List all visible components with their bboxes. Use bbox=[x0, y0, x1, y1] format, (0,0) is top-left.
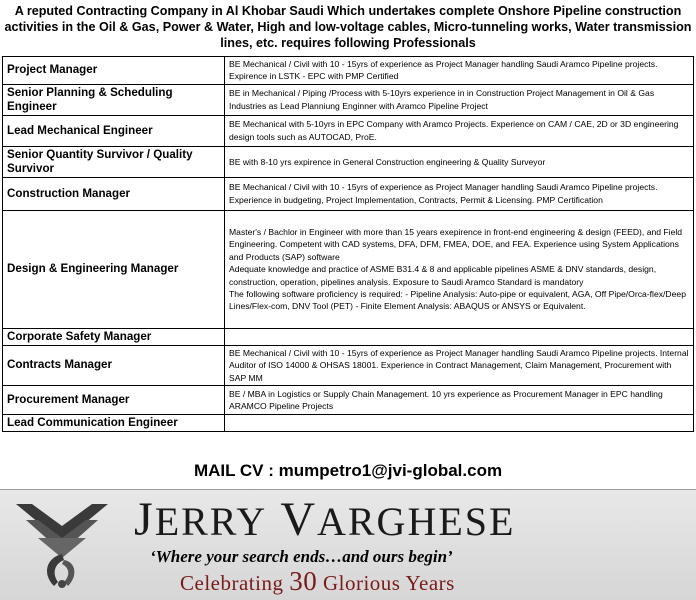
job-row bbox=[3, 57, 694, 85]
job-description bbox=[225, 415, 694, 432]
jerry-varghese-logo-icon bbox=[12, 498, 112, 590]
job-row bbox=[3, 345, 694, 385]
job-description bbox=[225, 84, 694, 115]
job-description bbox=[225, 146, 694, 177]
brand-name bbox=[134, 493, 692, 549]
job-title: Senior Quantity Survivor / Quality Survivor bbox=[3, 146, 225, 177]
job-title: Lead Mechanical Engineer bbox=[3, 115, 225, 146]
job-title: Lead Communication Engineer bbox=[3, 415, 225, 432]
brand-first-name: JERRY bbox=[134, 493, 268, 546]
mail-cv-line: MAIL CV : mumpetro1@jvi-global.com bbox=[193, 461, 503, 480]
headline: A reputed Contracting Company in Al Khobar Saudi Which undertakes complete Onshore Pipeline construction activities in the Oil & Gas, Power & Water, High and low-voltage cables, Micro-tunneling works, Water transmission lines, etc. requires following Professionals bbox=[4, 4, 692, 50]
job-description bbox=[225, 345, 694, 385]
job-row bbox=[3, 146, 694, 177]
job-title: Corporate Safety Manager bbox=[3, 328, 225, 345]
job-description bbox=[225, 328, 694, 345]
jobs-table bbox=[2, 56, 694, 432]
tagline: ‘Where your search ends…and ours begin’ bbox=[150, 547, 453, 566]
celebrate-prefix: Celebrating bbox=[180, 571, 284, 595]
recruiter-banner bbox=[0, 489, 696, 600]
celebration-line bbox=[180, 568, 690, 596]
job-row bbox=[3, 210, 694, 328]
job-description bbox=[225, 210, 694, 328]
job-description bbox=[225, 57, 694, 85]
job-row bbox=[3, 115, 694, 146]
job-row bbox=[3, 386, 694, 415]
job-description bbox=[225, 386, 694, 415]
brand-last-name: VARGHESE bbox=[280, 493, 516, 546]
job-description-paragraph: BE Mechanical / Civil with 10 - 15yrs of experience as Project Manager handling Saudi Aramco Pipeline projects. Expirence in LSTK - EPC with PMP Certified bbox=[229, 59, 658, 82]
job-description bbox=[225, 177, 694, 210]
job-description-paragraph: BE Mechanical with 5-10yrs in EPC Company with Aramco Projects. Experience on CAM / CAE, 2D or 3D engineering design tools such as AUTOCAD, ProE. bbox=[229, 119, 679, 142]
celebrate-number: 30 bbox=[289, 566, 318, 596]
job-title: Construction Manager bbox=[3, 177, 225, 210]
job-row bbox=[3, 328, 694, 345]
job-description-paragraph: BE in Mechanical / Piping /Process with 5-10yrs experience in in Construction Project Management in Oil & Gas Industries as Lead Planniung Enginner with Aramco Pipeline Project bbox=[229, 88, 655, 111]
job-row bbox=[3, 84, 694, 115]
job-description bbox=[225, 115, 694, 146]
job-description-paragraph: BE / MBA in Logistics or Supply Chain Management. 10 yrs experience as Procurement Manager in EPC handling ARAMCO Pipeline Projects bbox=[229, 388, 663, 412]
job-title: Project Manager bbox=[3, 57, 225, 85]
job-title: Contracts Manager bbox=[3, 345, 225, 385]
job-description-paragraph: BE with 8-10 yrs expirence in General Construction engineering & Quality Surveyor bbox=[229, 156, 546, 167]
job-title: Design & Engineering Manager bbox=[3, 210, 225, 328]
job-description-paragraph: BE Mechanical / Civil with 10 - 15yrs of experience as Project Manager handling Saudi Aramco Pipeline projects. Experience in budgeting, Project Implementation, Contracts, Permit & Licensing. PMP Certification bbox=[229, 182, 658, 205]
job-description-paragraph: Master's / Bachlor in Engineer with more than 15 years exepirence in front-end engineering & design (FEED), and Field Engineering. Competent with CAD systems, DFA, DFM, FMEA, DOE, and FEA. Experience using System Applications and Products (SAP) software bbox=[229, 226, 683, 262]
job-description-paragraph: Adequate knowledge and practice of ASME B31.4 & 8 and applicable pipelines ASME & DNV standards, design, construction, operation, pipelines analysis. Exposure to Saudi Aramco Standard is mandatory bbox=[229, 264, 657, 287]
celebrate-suffix: Glorious Years bbox=[322, 571, 455, 595]
job-description-paragraph: The following software proficiency is required: - Pipeline Analysis: Auto-pipe or equivalent, AGA, Off Pipe/Orca-flex/Deep Lines/Flex-com, DNV Tool (PET) - Finite Element Analysis: ABAQUS or ANSYS or Equivalent. bbox=[229, 288, 686, 312]
job-title: Procurement Manager bbox=[3, 386, 225, 415]
job-description-paragraph: BE Mechanical / Civil with 10 - 15yrs of experience as Project Manager handling Saudi Aramco Pipeline projects. Internal Auditor of ISO 14000 & OHSAS 18001. Experience in Contract Management, Claim Management, Procurement with SAP MM bbox=[229, 347, 689, 383]
job-row bbox=[3, 415, 694, 432]
job-row bbox=[3, 177, 694, 210]
job-title: Senior Planning & Scheduling Engineer bbox=[3, 84, 225, 115]
